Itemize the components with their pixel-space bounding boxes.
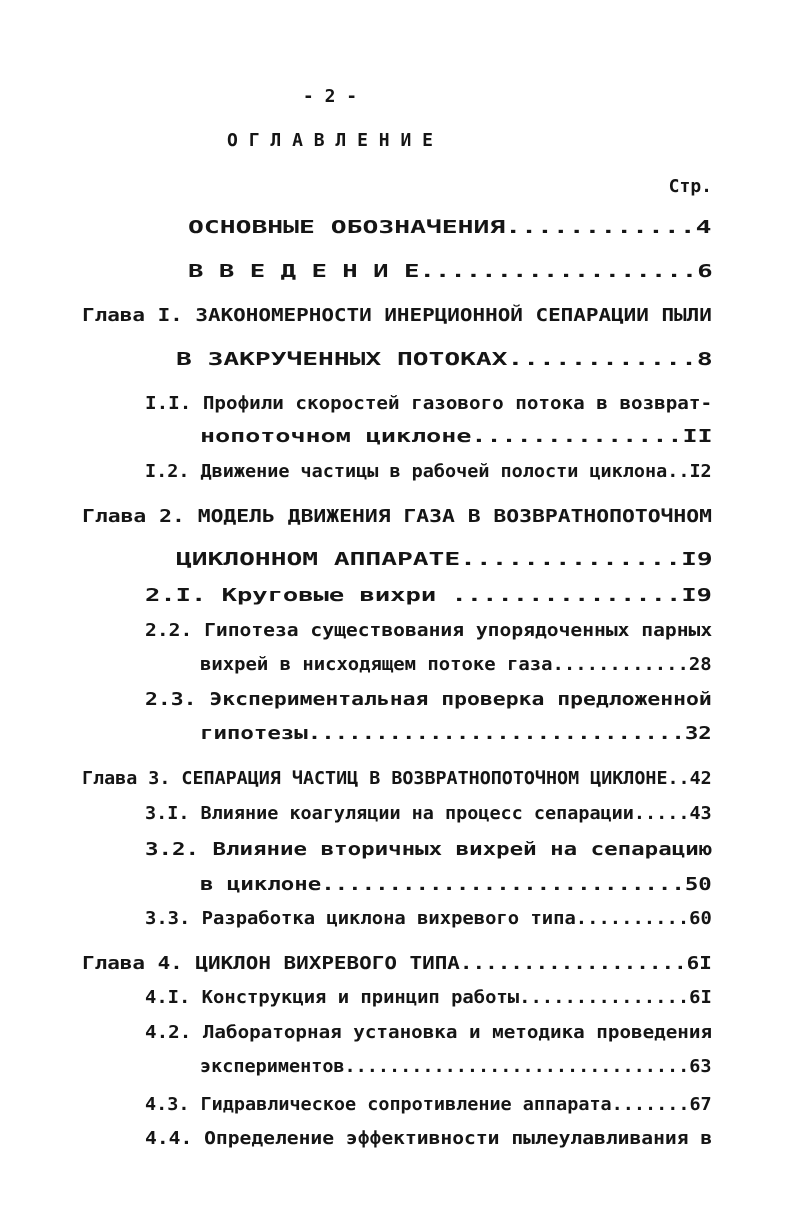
toc-entry[interactable]: ОСНОВНЫЕ ОБОЗНАЧЕНИЯ............4 (188, 217, 712, 238)
toc-chapter[interactable]: Глава 2. МОДЕЛЬ ДВИЖЕНИЯ ГАЗА В ВОЗВРАТНОПОТОЧНОМ (82, 506, 712, 527)
toc-chapter[interactable]: Глава 4. ЦИКЛОН ВИХРЕВОГО ТИПА..................6I (82, 953, 712, 974)
toc-section[interactable]: I.2. Движение частицы в рабочей полости циклона..I2 (145, 461, 712, 482)
toc-section[interactable]: 3.3. Разработка циклона вихревого типа..........60 (145, 908, 712, 929)
page-column-label: Стр. (668, 176, 712, 197)
toc-section[interactable]: 2.2. Гипотеза существования упорядоченных парных (145, 620, 713, 641)
toc-chapter-continuation[interactable]: В ЗАКРУЧЕННЫХ ПОТОКАХ............8 (176, 349, 713, 370)
toc-section-continuation[interactable]: гипотезы............................32 (200, 723, 712, 744)
toc-section[interactable]: 2.3. Экспериментальная проверка предложенной (145, 689, 712, 710)
toc-section[interactable]: I.I. Профили скоростей газового потока в возврат- (145, 393, 713, 414)
toc-entry[interactable]: В В Е Д Е Н И Е..................6 (188, 261, 713, 282)
toc-chapter[interactable]: Глава 3. СЕПАРАЦИЯ ЧАСТИЦ В ВОЗВРАТНОПОТОЧНОМ ЦИКЛОНЕ..42 (82, 768, 712, 789)
toc-section-continuation[interactable]: в циклоне...........................50 (200, 874, 712, 895)
toc-section[interactable]: 2.I. Круговые вихри ...............I9 (145, 585, 712, 606)
toc-section[interactable]: 4.4. Определение эффективности пылеулавливания в (145, 1128, 713, 1149)
page-number: - 2 - (302, 86, 358, 107)
toc-section[interactable]: 4.I. Конструкция и принцип работы...............6I (145, 987, 712, 1008)
toc-section-continuation[interactable]: экспериментов...............................63 (200, 1056, 712, 1077)
toc-section[interactable]: 4.2. Лабораторная установка и методика проведения (145, 1022, 713, 1043)
toc-section-continuation[interactable]: нопоточном циклоне..............II (200, 426, 713, 447)
toc-section[interactable]: 3.I. Влияние коагуляции на процесс сепарации.....43 (145, 803, 712, 824)
toc-section[interactable]: 3.2. Влияние вторичных вихрей на сепарацию (145, 839, 713, 860)
page-title: О Г Л А В Л Е Н И Е (227, 130, 433, 151)
toc-section[interactable]: 4.3. Гидравлическое сопротивление аппарата.......67 (145, 1094, 712, 1115)
toc-chapter[interactable]: Глава I. ЗАКОНОМЕРНОСТИ ИНЕРЦИОННОЙ СЕПАРАЦИИ ПЫЛИ (82, 305, 712, 326)
toc-section-continuation[interactable]: вихрей в нисходящем потоке газа............28 (200, 654, 712, 675)
toc-chapter-continuation[interactable]: ЦИКЛОННОМ АППАРАТЕ..............I9 (176, 549, 713, 570)
